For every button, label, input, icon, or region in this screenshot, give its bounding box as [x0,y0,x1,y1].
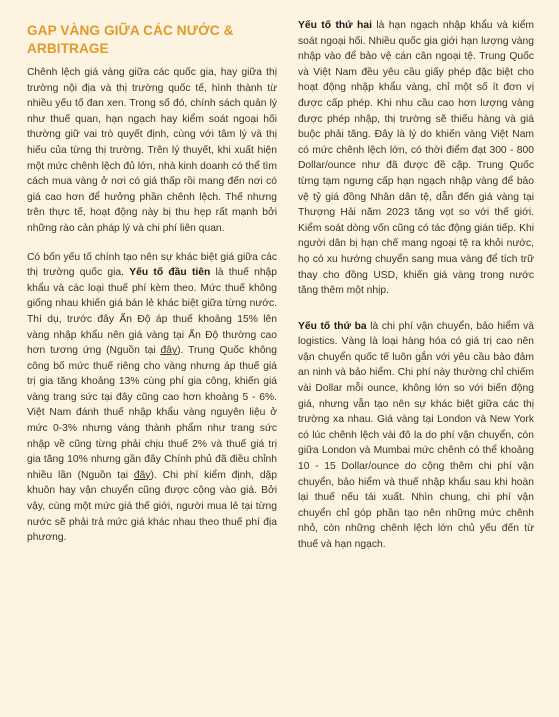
factor-one-label: Yếu tố đầu tiên [129,267,211,279]
factor-one-text-c: ). Chi phí kiểm định, dập khuôn hay vận chuyển cũng được cộng vào giá. Bởi vậy, cùng một mức giá thế giới, người mua lẻ tại từng nước sẽ phải trả mức giá khác nhau theo thuế phí địa phương. [27,469,277,544]
source-link-1[interactable]: đây [160,345,178,357]
factor-one-text-b: ). Trung Quốc không công bố mức thuế riêng cho vàng nhưng áp thuế giá trị gia tăng khoảng 13% cùng phí gia công, khiến giá vàng trang sức tại đây cũng cao hơn khoảng 5 - 6%. Việt Nam đánh thuế nhập khẩu vàng nguyên liệu ở mức 0-3% nhưng vàng thành phẩm như trang sức nhập về cũng từng phải chịu thuế 2% và thuế giá trị gia tăng 10% nhưng gần đây Chính phủ đã điều chỉnh nhiều lần (Nguồn tại [27,345,277,481]
right-column [298,18,534,553]
article-title: GAP VÀNG GIỮA CÁC NƯỚC & ARBITRAGE [27,23,234,56]
factor-one-text-a: là thuế nhập khẩu và các loại thuế phí kèm theo. Mức thuế không giống nhau khiến giá bán lẻ khác biệt giữa từng nước. Thí dụ, trước đây Ấn Độ áp thuế khoảng 15% lên vàng nhập khẩu nên giá vàng tại Ấn Độ thường cao hơn tương ứng (Nguồn tại [27,267,277,357]
left-column [27,18,277,546]
paragraph-factor-two [298,18,534,299]
factor-two-label: Yếu tố thứ hai [298,20,372,31]
paragraph-factor-one [27,250,277,546]
paragraph-factor-one-intro: Có bốn yếu tố chính tạo nên sự khác biệt giá giữa các thị trường quốc gia. [27,251,277,279]
source-link-2[interactable]: đây [133,469,151,481]
paragraph-factor-three [298,319,534,553]
factor-three-text: là chi phí vận chuyển, bảo hiểm và logistics. Vàng là loại hàng hóa có giá trị cao nên vận chuyển quốc tế luôn gắn với yêu cầu bảo đảm an ninh và bảo hiểm. Chi phí này thường chỉ chiếm vài Dollar mỗi ounce, không lớn so với biến động giá, nhưng vẫn tạo nên sự khác biệt giữa các thị trường xa nhau. Giá vàng tại London và New York có lúc chênh lệch vài đô la do phí vận chuyển, còn giữa London và Mumbai mức chênh có thể khoảng 10 - 15 Dollar/ounce do cộng thêm chi phí vận chuyển, bảo hiểm và thuế nhập khẩu sau khi hoàn lại thuế nếu tái xuất. Nhìn chung, chi phí vận chuyển chỉ góp phần tạo nên những mức chênh nhỏ, còn những chênh lệch lớn chủ yếu đến từ thuế và hạn ngạch. [298,320,534,550]
factor-two-text: là hạn ngạch nhập khẩu và kiểm soát ngoại hối. Nhiều quốc gia giới hạn lượng vàng nhập vào để bảo vệ cán cân ngoại tệ. Trung Quốc và Việt Nam đều yêu cầu giấy phép đặc biệt cho hoạt động nhập khẩu vàng, chỉ một số ít đơn vị được cấp phép. Khi nhu cầu cao hơn lượng vàng được phép nhập, thị trường sẽ thiếu hàng và giá buộc phải tăng. Đây là lý do khiến vàng Việt Nam có mức chênh lệch lớn, có thời điểm đạt 300 - 800 Dollar/ounce như đã được đề cập. Trung Quốc từng tạm ngưng cấp hạn ngạch nhập vàng để bảo vệ tỷ giá đồng Nhân dân tệ, dẫn đến giá vàng tại Thượng Hải năm 2023 tăng vọt so với thế giới. Kiểm soát dòng vốn cũng có tác động gián tiếp. Khi người dân bị hạn chế mang ngoại tệ ra khỏi nước, họ có xu hướng chuyển sang mua vàng để tích trữ thay cho đồng USD, khiến giá vàng trong nước tăng thêm một nhịp. [298,20,534,297]
factor-three-label: Yếu tố thứ ba [298,320,367,332]
paragraph-intro: Chênh lệch giá vàng giữa các quốc gia, hay giữa thị trường nội địa và thị trường quốc tế, hình thành từ nhiều yếu tố đan xen. Trong số đó, chính sách quản lý như thuế quan, hạn ngạch hay kiểm soát ngoại hối thường giữ vai trò quyết định, cùng với tâm lý và thị hiếu của từng thị trường. Trên lý thuyết, khi xuất hiện một mức chênh lệch đủ lớn, nhà kinh doanh có thể tìm cách mua vàng ở nơi có giá thấp rồi mang đến nơi có giá cao hơn để hưởng phần chênh lệch. Thế nhưng trên thực tế, hoạt động này bị thu hẹp rất mạnh bởi những rào cản pháp lý và chi phí liên quan. [27,67,277,234]
